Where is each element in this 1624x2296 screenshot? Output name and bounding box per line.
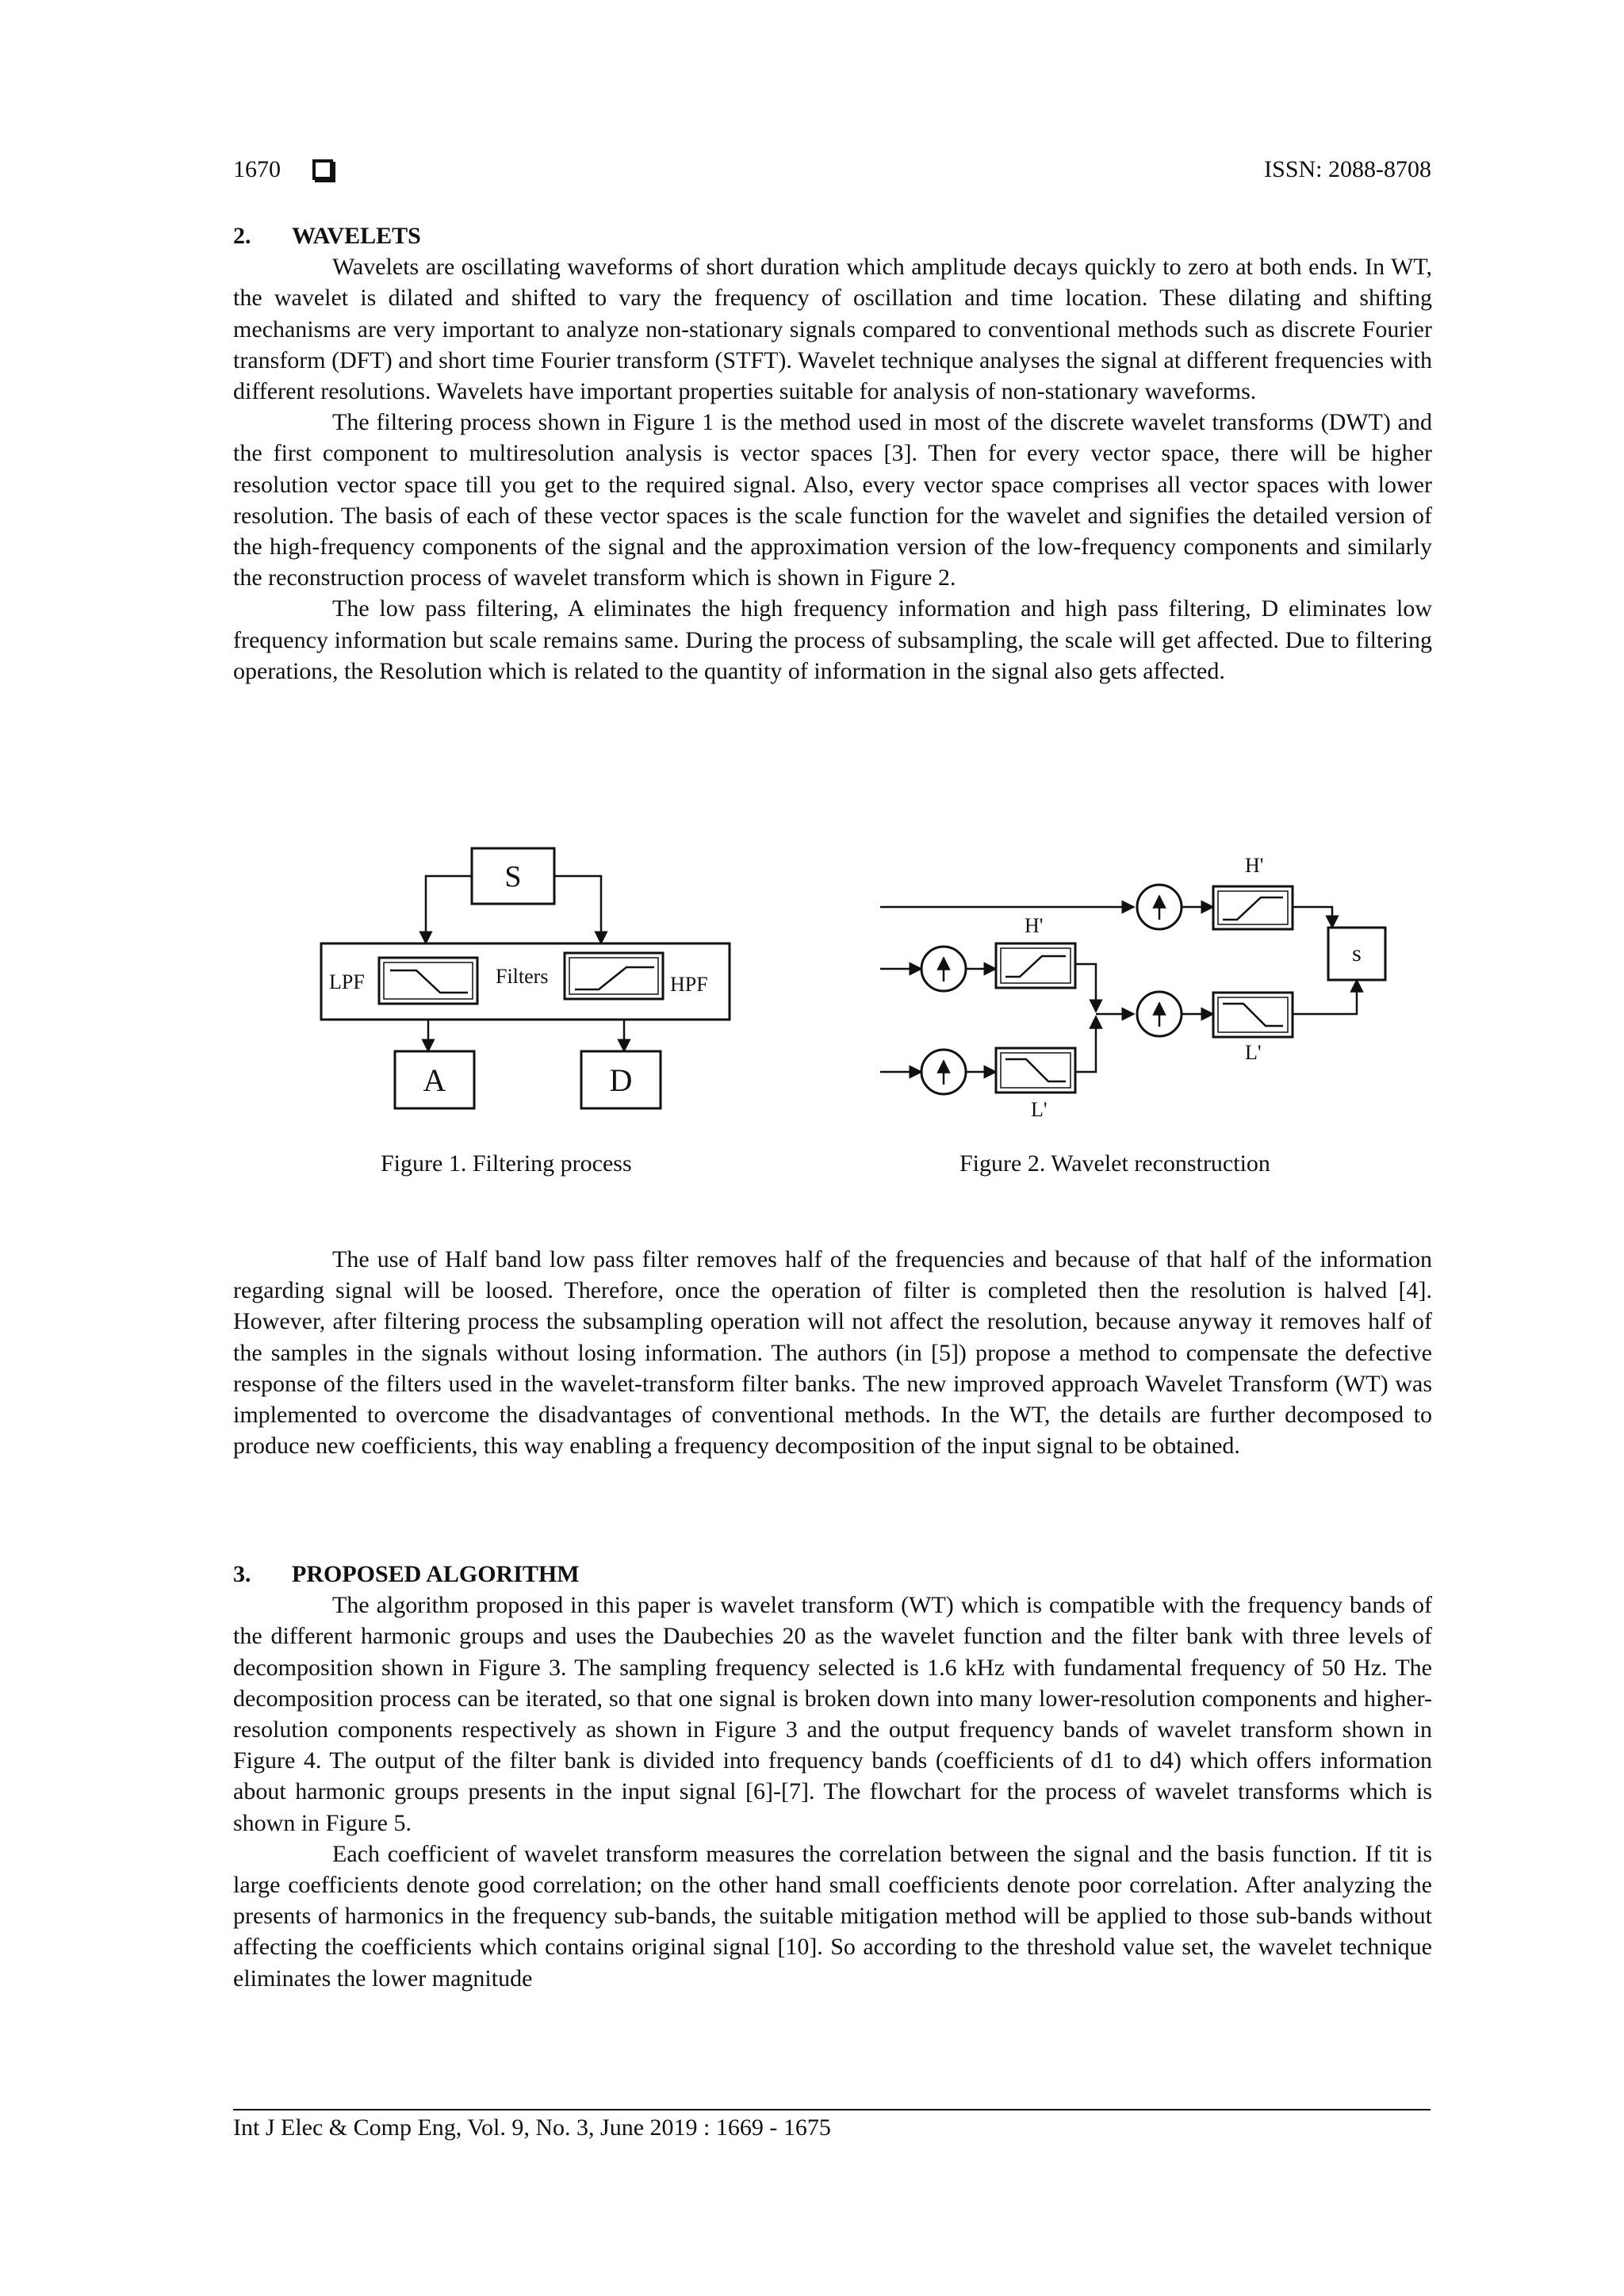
l-prime-filter-mid <box>1213 993 1293 1037</box>
figure-1-filtering-diagram <box>317 840 745 1126</box>
highpass-response-icon <box>575 967 654 989</box>
page-number: 1670 <box>233 156 281 182</box>
hpf-label: HPF <box>670 973 708 996</box>
approximation-label: A <box>423 1062 446 1098</box>
output-s-label: s <box>1352 940 1362 966</box>
h-prime-filter-top <box>1213 886 1293 929</box>
figure-1-caption: Figure 1. Filtering process <box>381 1150 632 1177</box>
l-prime-label-bottom: L' <box>1031 1098 1048 1121</box>
section-number: 2. <box>233 223 251 249</box>
lowpass-response-icon <box>1005 1059 1066 1081</box>
lpf-label: LPF <box>329 970 365 993</box>
lowpass-response-icon <box>390 970 468 993</box>
section-title: WAVELETS <box>292 223 421 249</box>
detail-label: D <box>609 1062 633 1098</box>
l-prime-label-mid: L' <box>1245 1041 1262 1064</box>
paragraph: The low pass filtering, A eliminates the high frequency information and high pass filtering, D eliminates low frequency information but scale remains same. During the process of subsampling, the scale will get affected. Due to filtering operations, the Resolution which is related to the quantity of information in the signal also gets affected. <box>233 595 1432 684</box>
section-heading <box>233 220 1432 251</box>
section-heading <box>233 1559 1432 1590</box>
paragraph: The use of Half band low pass filter removes half of the frequencies and because of that half of the information regarding signal will be loosed. Therefore, once the operation of filter is completed then the resolution is halved [4]. However, after filtering process the subsampling operation will not affect the resolution, because anyway it removes half of the samples in the signals without losing information. The authors (in [5]) propose a method to compensate the defective response of the filters used in the wavelet-transform filter banks. The new improved approach Wavelet Transform (WT) was implemented to overcome the disadvantages of conventional methods. In the WT, the details are further decomposed to produce new coefficients, this way enabling a frequency decomposition of the input signal to be obtained. <box>233 1246 1432 1460</box>
paragraph: The algorithm proposed in this paper is wavelet transform (WT) which is compatible with the frequency bands of the different harmonic groups and uses the Daubechies 20 as the wavelet function and the filter bank with three levels of decomposition shown in Figure 3. The sampling frequency selected is 1.6 kHz with fundamental frequency of 50 Hz. The decomposition process can be iterated, so that one signal is broken down into many lower-resolution components and higher-resolution components respectively as shown in Figure 3 and the output frequency bands of wavelet transform shown in Figure 4. The output of the filter bank is divided into frequency bands (coefficients of d1 to d4) which offers information about harmonic groups presents in the input signal [6]-[7]. The flowchart for the process of wavelet transforms which is shown in Figure 5. <box>233 1592 1432 1836</box>
issn-label: ISSN: 2088-8708 <box>1264 156 1431 182</box>
section-proposed-algorithm <box>233 1559 1432 1994</box>
highpass-response-icon <box>1005 956 1066 977</box>
h-prime-filter-mid <box>996 943 1075 988</box>
figure-2-reconstruction-diagram <box>872 840 1396 1134</box>
hpf-filter-box <box>565 953 663 999</box>
running-header-left <box>233 155 333 184</box>
paragraph: Wavelets are oscillating waveforms of short duration which amplitude decays quickly to zero at both ends. In WT, the wavelet is dilated and shifted to vary the frequency of oscillation and time location. These dilating and shifting mechanisms are very important to analyze non-stationary signals compared to conventional methods such as discrete Fourier transform (DFT) and short time Fourier transform (STFT). Wavelet technique analyses the signal at different frequencies with different resolutions. Wavelets have important properties suitable for analysis of non-stationary waveforms. <box>233 254 1432 405</box>
h-prime-label-top: H' <box>1245 854 1264 877</box>
highpass-response-icon <box>1223 897 1283 920</box>
section-number: 3. <box>233 1561 251 1587</box>
h-prime-label-mid: H' <box>1025 914 1044 937</box>
footer-rule <box>233 2109 1431 2110</box>
section-wavelets-continued <box>233 1244 1432 1461</box>
section-wavelets <box>233 220 1432 687</box>
figure-2-caption: Figure 2. Wavelet reconstruction <box>959 1150 1270 1177</box>
paragraph: The filtering process shown in Figure 1 is the method used in most of the discrete wavelet transforms (DWT) and the first component to multiresolution analysis is vector spaces [3]. Then for every vector space, there will be higher resolution vector space till you get to the required signal. Also, every vector space comprises all vector spaces with lower resolution. The basis of each of these vector spaces is the scale function for the wavelet and signifies the detailed version of the high-frequency components of the signal and the approximation version of the low-frequency components and similarly the reconstruction process of wavelet transform which is shown in Figure 2. <box>233 409 1432 591</box>
lowpass-response-icon <box>1223 1004 1283 1026</box>
l-prime-filter-bottom <box>996 1048 1075 1093</box>
signal-label: S <box>504 860 522 894</box>
arrow-s-to-lpf <box>426 876 472 943</box>
footer-citation: Int J Elec & Comp Eng, Vol. 9, No. 3, June 2019 : 1669 - 1675 <box>233 2114 831 2141</box>
checkbox-square-icon <box>312 159 333 180</box>
arrow-s-to-hpf <box>554 876 601 943</box>
section-title: PROPOSED ALGORITHM <box>292 1561 580 1587</box>
filters-label: Filters <box>496 965 549 988</box>
paragraph: Each coefficient of wavelet transform measures the correlation between the signal and the basis function. If tit is large coefficients denote good correlation; on the other hand small coefficients denote poor correlation. After analyzing the presents of harmonics in the frequency sub-bands, the suitable mitigation method will be applied to those sub-bands without affecting the coefficients which contains original signal [10]. So according to the threshold value set, the wavelet technique eliminates the lower magnitude <box>233 1840 1432 1992</box>
